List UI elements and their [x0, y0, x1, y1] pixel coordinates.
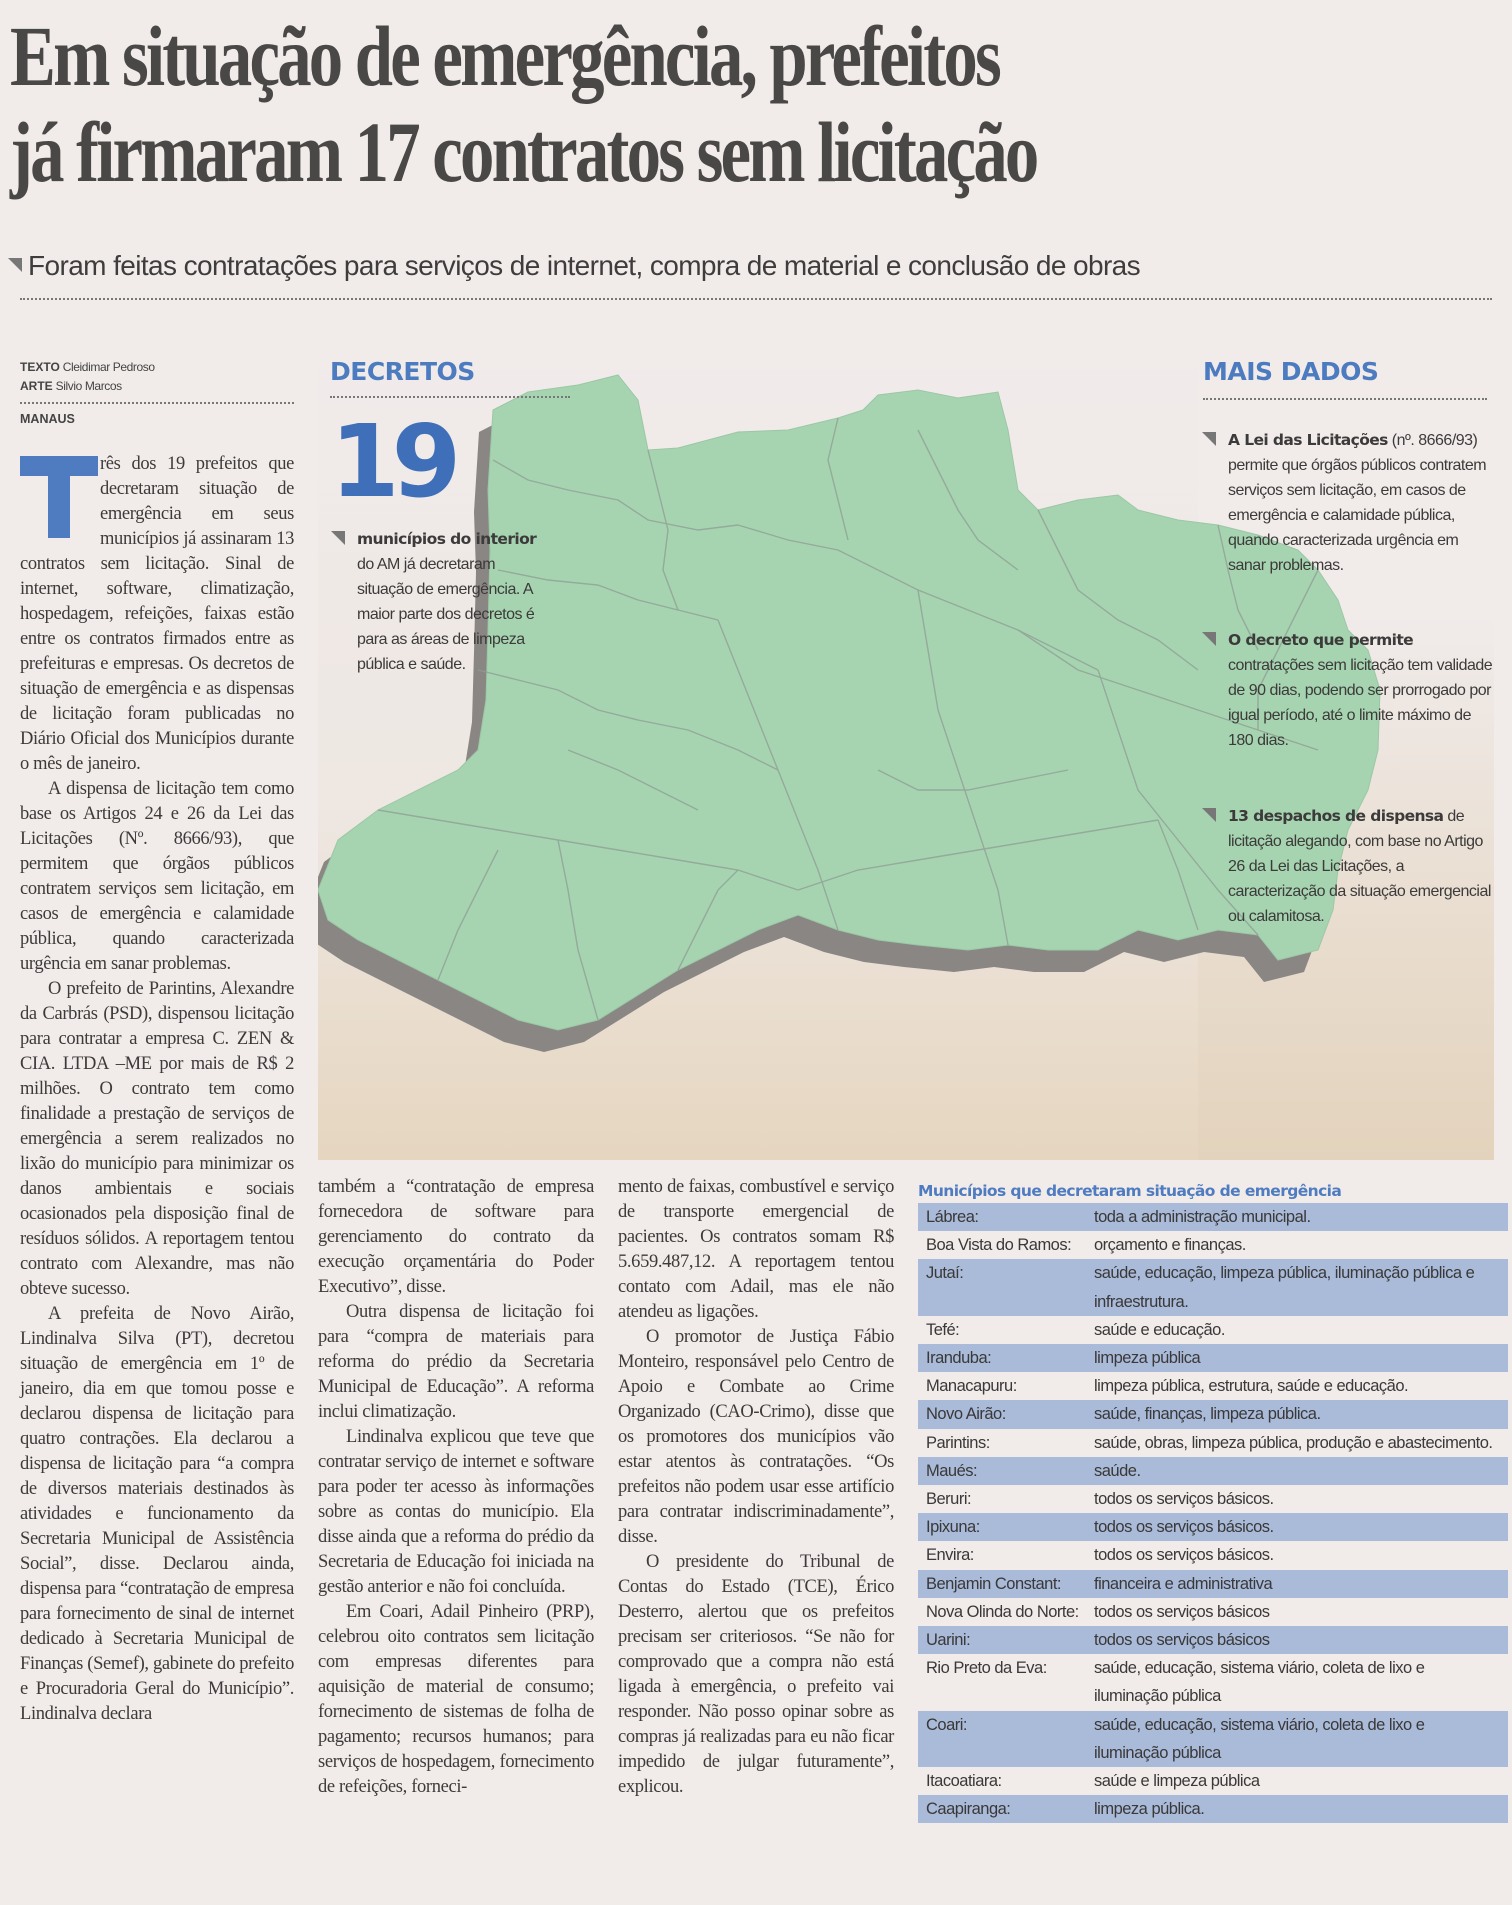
municipio-name: Coari:	[926, 1715, 968, 1734]
municipio-name: Iranduba:	[926, 1349, 992, 1368]
triangle-bullet-icon	[331, 531, 345, 545]
table-row	[918, 1203, 1508, 1231]
article-paragraph: Lindinalva explicou que teve que contratar serviço de internet e software para poder ter acesso às informações sobre as contas do município. Ela disse ainda que a reforma do prédio da Secretaria de Educação foi iniciada na gestão anterior e não foi concluída.	[318, 1427, 594, 1597]
byline	[20, 358, 155, 396]
table-row	[918, 1231, 1508, 1259]
decretos-count: 19	[330, 403, 454, 520]
triangle-bullet-icon	[1202, 432, 1216, 446]
table-row	[918, 1570, 1508, 1598]
municipios-table	[918, 1203, 1508, 1823]
municipio-areas: toda a administração municipal.	[1094, 1208, 1311, 1226]
subheadline	[28, 250, 1140, 282]
table-row	[918, 1767, 1508, 1795]
decretos-text: municípios do interior do AM já decretaram situação de emergência. A maior parte dos decretos é para as áreas de limpeza pública e saúde.	[357, 527, 537, 677]
table-row	[918, 1654, 1508, 1710]
table-row	[918, 1344, 1508, 1372]
byline-art-author: Silvio Marcos	[55, 379, 122, 393]
article-paragraph: também a “contratação de empresa fornecedora de software para gerenciamento do contrato da execução orçamentária do Poder Executivo”, disse.	[318, 1177, 594, 1297]
municipio-areas: saúde, finanças, limpeza pública.	[1094, 1405, 1321, 1424]
municipio-areas: saúde, educação, sistema viário, coleta de lixo e iluminação pública	[1094, 1715, 1425, 1762]
municipio-name: Lábrea:	[926, 1208, 979, 1226]
municipios-table-title: Municípios que decretaram situação de emergência	[918, 1182, 1342, 1200]
municipio-name: Beruri:	[926, 1490, 972, 1509]
table-row	[918, 1259, 1508, 1315]
table-row	[918, 1711, 1508, 1767]
municipio-name: Caapiranga:	[926, 1800, 1011, 1819]
municipio-name: Nova Olinda do Norte:	[926, 1602, 1079, 1621]
table-row	[918, 1541, 1508, 1569]
municipio-areas: saúde, educação, limpeza pública, iluminação pública e infraestrutura.	[1094, 1264, 1475, 1311]
municipio-areas: todos os serviços básicos.	[1094, 1546, 1274, 1565]
municipio-areas: saúde.	[1094, 1461, 1141, 1480]
mais-dados-title: MAIS DADOS	[1203, 357, 1379, 386]
byline-text-author: Cleidimar Pedroso	[62, 360, 155, 374]
table-row	[918, 1598, 1508, 1626]
table-row	[918, 1400, 1508, 1428]
municipio-areas: orçamento e finanças.	[1094, 1236, 1246, 1255]
municipio-areas: saúde, obras, limpeza pública, produção e abastecimento.	[1094, 1433, 1493, 1452]
byline-art-label: ARTE	[20, 379, 53, 393]
municipio-areas: saúde, educação, sistema viário, coleta de lixo e iluminação pública	[1094, 1659, 1425, 1706]
headline-line-2: já firmaram 17 contratos sem licitação	[10, 104, 1037, 200]
article-column-3	[618, 1175, 894, 1800]
article-column-2	[318, 1175, 594, 1800]
decretos-title: DECRETOS	[330, 357, 475, 386]
decretos-divider	[330, 396, 570, 398]
municipio-areas: todos os serviços básicos	[1094, 1631, 1270, 1650]
table-row	[918, 1626, 1508, 1654]
municipio-areas: todos os serviços básicos.	[1094, 1490, 1274, 1509]
municipio-areas: limpeza pública	[1094, 1349, 1201, 1368]
municipio-areas: saúde e educação.	[1094, 1320, 1225, 1339]
headline-line-1: Em situação de emergência, prefeitos	[10, 8, 999, 104]
municipio-areas: limpeza pública.	[1094, 1800, 1205, 1819]
municipio-name: Rio Preto da Eva:	[926, 1659, 1047, 1678]
subhead-divider	[20, 298, 1492, 300]
table-row	[918, 1316, 1508, 1344]
municipio-areas: todos os serviços básicos	[1094, 1602, 1270, 1621]
article-paragraph: mento de faixas, combustível e serviço de transporte emergencial de pacientes. Os contratos somam R$ 5.659.487,12. A reportagem tentou contato com Adail, mas ele não atendeu as ligações.	[618, 1177, 894, 1322]
drop-cap-t-icon	[20, 456, 94, 536]
triangle-bullet-icon	[1202, 632, 1216, 646]
municipio-name: Novo Airão:	[926, 1405, 1006, 1424]
municipio-areas: saúde e limpeza pública	[1094, 1772, 1260, 1791]
municipio-name: Parintins:	[926, 1433, 990, 1452]
article-paragraph: O promotor de Justiça Fábio Monteiro, responsável pelo Centro de Apoio e Combate ao Crime Organizado (CAO-Crimo), disse que os promotores dos municípios vão estar atentos às contratações. “Os prefeitos não podem usar esse artifício para contratar indiscriminadamente”, disse.	[618, 1327, 894, 1547]
table-row	[918, 1429, 1508, 1457]
municipio-name: Maués:	[926, 1461, 978, 1480]
municipio-areas: financeira e administrativa	[1094, 1574, 1273, 1593]
dateline-city: MANAUS	[20, 412, 75, 426]
mais-dados-divider	[1203, 398, 1487, 400]
municipio-name: Ipixuna:	[926, 1518, 980, 1537]
municipio-name: Itacoatiara:	[926, 1772, 1002, 1791]
article-paragraph: Em Coari, Adail Pinheiro (PRP), celebrou oito contratos sem licitação com empresas diferentes para aquisição de material de consumo; fornecimento de sistemas de folha de pagamento; recursos humanos; para serviços de hospedagem, fornecimento de refeições, forneci-	[318, 1602, 594, 1797]
triangle-bullet-icon	[8, 258, 22, 272]
municipio-name: Uarini:	[926, 1631, 971, 1650]
municipio-name: Boa Vista do Ramos:	[926, 1236, 1072, 1255]
table-row	[918, 1457, 1508, 1485]
article-paragraph: O prefeito de Parintins, Alexandre da Carbrás (PSD), dispensou licitação para contratar a empresa C. ZEN & CIA. LTDA –ME por mais de R$ 2 milhões. O contrato tem como finalidade a prestação de serviços de emergência a serem realizados no lixão do município para minimizar os danos ambientais e sociais ocasionados pela disposição final de resíduos sólidos. A reportagem tentou contrato com Alexandre, mas não obteve sucesso.	[20, 979, 294, 1299]
article-paragraph: A dispensa de licitação tem como base os Artigos 24 e 26 da Lei das Licitações (Nº. 8666/93), que permitem que órgãos públicos contratem serviços sem licitação, em casos de emergência e calamidade pública, quando caracterizada urgência em sanar problemas.	[20, 779, 294, 974]
table-row	[918, 1513, 1508, 1541]
municipio-name: Jutaí:	[926, 1264, 964, 1283]
byline-divider	[20, 402, 294, 404]
table-row	[918, 1372, 1508, 1400]
municipio-name: Envira:	[926, 1546, 974, 1565]
subheadline-text: Foram feitas contratações para serviços de internet, compra de material e conclusão de obras	[28, 250, 1141, 281]
mais-dados-item: O decreto que permite contratações sem licitação tem validade de 90 dias, podendo ser prorrogado por igual período, até o limite máximo de 180 dias.	[1228, 628, 1498, 753]
article-paragraph: rês dos 19 prefeitos que decretaram situação de emergência em seus municípios já assinaram 13 contratos sem licitação. Sinal de internet, software, climatização, hospedagem, refeições, faixas estão entre os contratos firmados entre as prefeituras e empresas. Os decretos de situação de emergência e as dispensas de licitação foram publicadas no Diário Oficial dos Municípios durante o mês de janeiro.	[20, 454, 294, 774]
mais-dados-item: 13 despachos de dispensa de licitação alegando, com base no Artigo 26 da Lei das Licitações, a caracterização da situação emergencial ou calamitosa.	[1228, 804, 1498, 929]
municipio-areas: todos os serviços básicos.	[1094, 1518, 1274, 1537]
article-paragraph: Outra dispensa de licitação foi para “compra de materiais para reforma do prédio da Secretaria Municipal de Educação”. A reforma inclui climatização.	[318, 1302, 594, 1422]
article-column-1	[20, 452, 294, 1727]
triangle-bullet-icon	[1202, 808, 1216, 822]
municipio-name: Benjamin Constant:	[926, 1574, 1061, 1593]
municipio-name: Manacapuru:	[926, 1377, 1017, 1396]
byline-text-label: TEXTO	[20, 360, 60, 374]
table-row	[918, 1795, 1508, 1823]
mais-dados-item: A Lei das Licitações (nº. 8666/93) permite que órgãos públicos contratem serviços sem licitação, em casos de emergência e calamidade pública, quando caracterizada urgência em sanar problemas.	[1228, 428, 1498, 578]
headline	[10, 8, 1210, 200]
table-row	[918, 1485, 1508, 1513]
municipio-areas: limpeza pública, estrutura, saúde e educação.	[1094, 1377, 1409, 1396]
municipio-name: Tefé:	[926, 1320, 960, 1339]
article-paragraph: A prefeita de Novo Airão, Lindinalva Silva (PT), decretou situação de emergência em 1º de janeiro, dia em que tomou posse e declarou dispensa de licitação para quatro contrações. Ela declarou a dispensa de licitação para “a compra de diversos materiais destinados às atividades e funcionamento da Secretaria Municipal de Assistência Social”, disse. Declarou ainda, dispensa para “contratação de empresa para fornecimento de sinal de internet dedicado à Secretaria Municipal de Finanças (Semef), gabinete do prefeito e Procuradoria Geral do Município”. Lindinalva declara	[20, 1304, 294, 1724]
article-paragraph: O presidente do Tribunal de Contas do Estado (TCE), Érico Desterro, alertou que os prefeitos precisam ser criteriosos. “Se não for comprovado que a compra não está ligada à emergência, o prefeito vai responder. Não posso opinar sobre as compras já realizadas para eu não ficar impedido de julgar futuramente”, explicou.	[618, 1552, 894, 1797]
